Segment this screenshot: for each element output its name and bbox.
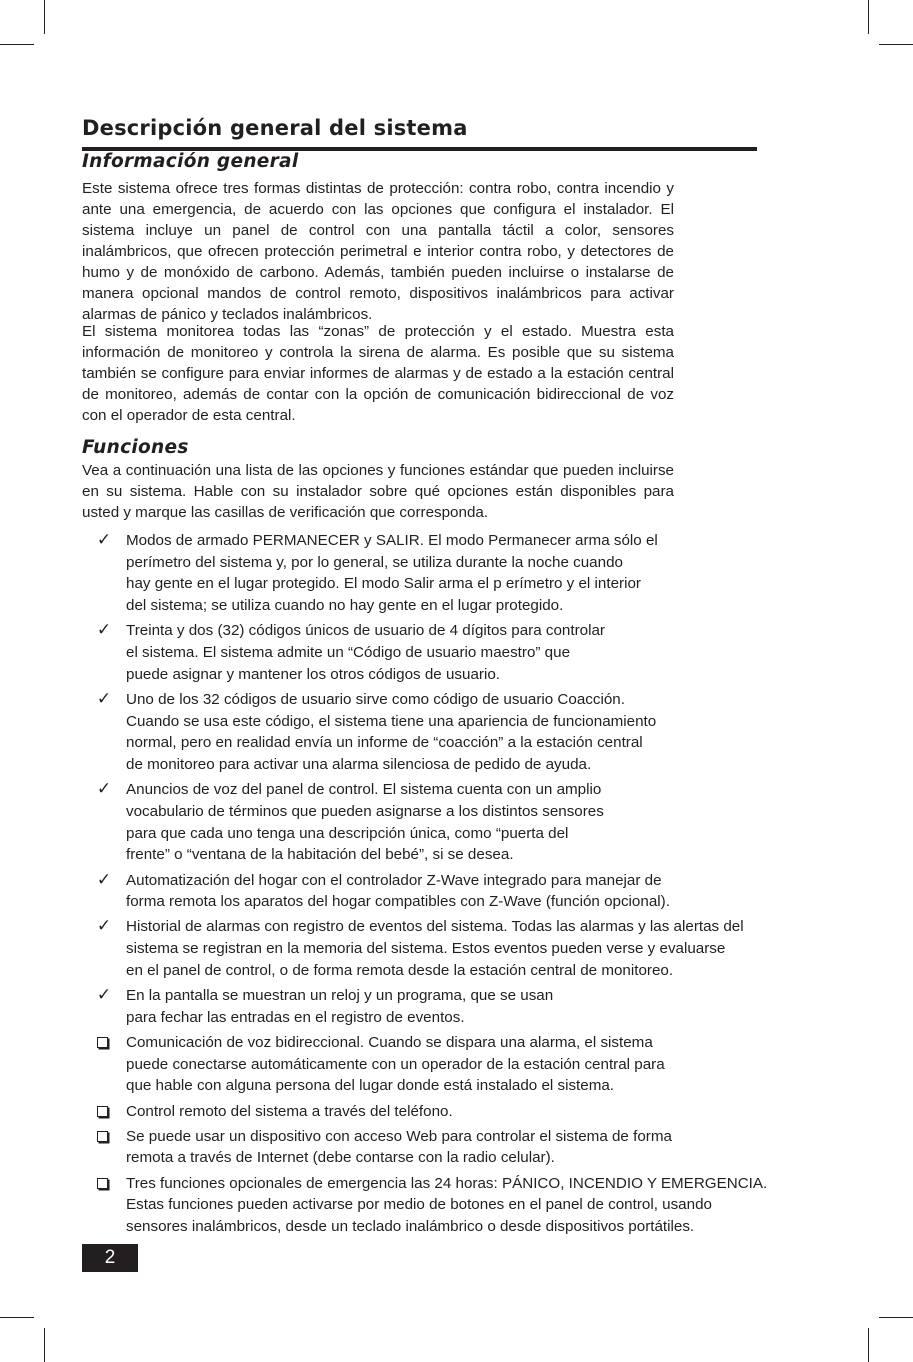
feature-line: perímetro del sistema y, por lo general, se utiliza durante la noche cuando bbox=[126, 553, 623, 571]
feature-line: Cuando se usa este código, el sistema tiene una apariencia de funcionamiento bbox=[126, 712, 657, 730]
feature-item bbox=[82, 530, 832, 617]
checkmark-icon: ✓ bbox=[96, 985, 112, 1006]
feature-item bbox=[82, 1173, 832, 1238]
feature-line: Control remoto del sistema a través del teléfono. bbox=[126, 1102, 453, 1120]
feature-line: Modos de armado PERMANECER y SALIR. El modo Permanecer arma sólo el bbox=[126, 532, 658, 549]
feature-item bbox=[82, 916, 832, 981]
crop-mark bbox=[879, 44, 913, 45]
feature-line: En la pantalla se muestran un reloj y un programa, que se usan bbox=[126, 987, 554, 1005]
checkmark-icon: ✓ bbox=[96, 779, 112, 800]
section-heading-info: Información general bbox=[82, 151, 299, 172]
checkbox-icon bbox=[97, 1037, 108, 1048]
feature-line: Uno de los 32 códigos de usuario sirve como código de usuario Coacción. bbox=[126, 690, 625, 708]
crop-mark bbox=[0, 1317, 34, 1318]
feature-line: frente” o “ventana de la habitación del bebé”, si se desea. bbox=[126, 846, 514, 864]
feature-item bbox=[82, 620, 832, 685]
feature-line: Se puede usar un dispositivo con acceso Web para controlar el sistema de forma bbox=[126, 1127, 672, 1145]
feature-line: Comunicación de voz bidireccional. Cuando se dispara una alarma, el sistema bbox=[126, 1033, 653, 1051]
checkbox-icon bbox=[97, 1131, 108, 1142]
crop-mark bbox=[868, 0, 869, 34]
page-title: Descripción general del sistema bbox=[82, 116, 468, 140]
feature-item bbox=[82, 870, 832, 913]
feature-line: el sistema. El sistema admite un “Código de usuario maestro” que bbox=[126, 644, 571, 662]
feature-line: para fechar las entradas en el registro de eventos. bbox=[126, 1008, 465, 1026]
feature-line: para que cada uno tenga una descripción única, como “puerta del bbox=[126, 824, 569, 842]
feature-line: hay gente en el lugar protegido. El modo Salir arma el p erímetro y el interior bbox=[126, 575, 641, 593]
feature-line: forma remota los aparatos del hogar compatibles con Z-Wave (función opcional). bbox=[126, 893, 670, 911]
checkmark-icon: ✓ bbox=[96, 688, 112, 709]
feature-line: Anuncios de voz del panel de control. El sistema cuenta con un amplio bbox=[126, 781, 602, 799]
checkmark-icon: ✓ bbox=[96, 530, 112, 550]
feature-line: en el panel de control, o de forma remota desde la estación central de monitoreo. bbox=[126, 961, 674, 979]
feature-line: vocabulario de términos que pueden asignarse a los distintos sensores bbox=[126, 802, 604, 820]
crop-mark bbox=[879, 1317, 913, 1318]
checkbox-icon bbox=[97, 1178, 108, 1189]
feature-item bbox=[82, 985, 832, 1028]
feature-item bbox=[82, 1126, 832, 1169]
feature-line: Tres funciones opcionales de emergencia las 24 horas: PÁNICO, INCENDIO Y EMERGENCIA. bbox=[126, 1174, 768, 1192]
functions-intro: Vea a continuación una lista de las opciones y funciones estándar que pueden incluirse en su sistema. Hable con su instalador sobre qué opciones están disponibles para usted y marque las casillas de verificación que corresponda. bbox=[82, 462, 674, 521]
info-paragraph-2: El sistema monitorea todas las “zonas” de protección y el estado. Muestra esta información de monitoreo y controla la sirena de alarma. Es posible que su sistema también se configure para enviar informes de alarmas y de estado a la estación central de monitoreo, además de contar con la opción de comunicación bidireccional de voz con el operador de esta central. bbox=[82, 323, 674, 424]
crop-mark bbox=[44, 1328, 45, 1362]
feature-item bbox=[82, 689, 832, 776]
section-heading-functions: Funciones bbox=[82, 437, 189, 458]
feature-item bbox=[82, 779, 832, 866]
checkmark-icon: ✓ bbox=[96, 916, 112, 937]
feature-line: remota a través de Internet (debe contarse con la radio celular). bbox=[126, 1149, 555, 1167]
checkmark-icon: ✓ bbox=[96, 620, 112, 641]
feature-line: de monitoreo para activar una alarma silenciosa de pedido de ayuda. bbox=[126, 756, 592, 774]
feature-line: Historial de alarmas con registro de eventos del sistema. Todas las alarmas y las alertas del bbox=[126, 918, 744, 936]
crop-mark bbox=[868, 1328, 869, 1362]
feature-line: que hable con alguna persona del lugar donde está instalado el sistema. bbox=[126, 1077, 615, 1095]
feature-line: sensores inalámbricos, desde un teclado inalámbrico o desde dispositivos portátiles. bbox=[126, 1218, 695, 1236]
feature-list bbox=[82, 530, 832, 1241]
checkbox-icon bbox=[97, 1106, 108, 1117]
crop-mark bbox=[0, 44, 34, 45]
feature-line: del sistema; se utiliza cuando no hay gente en el lugar protegido. bbox=[126, 597, 564, 615]
feature-line: puede conectarse automáticamente con un operador de la estación central para bbox=[126, 1055, 665, 1073]
feature-line: normal, pero en realidad envía un informe de “coacción” a la estación central bbox=[126, 734, 643, 752]
feature-item bbox=[82, 1101, 832, 1123]
checkmark-icon: ✓ bbox=[96, 869, 112, 890]
crop-mark bbox=[44, 0, 45, 34]
feature-line: sistema se registran en la memoria del sistema. Estos eventos pueden verse y evaluarse bbox=[126, 940, 726, 958]
page-number: 2 bbox=[82, 1244, 138, 1272]
feature-line: Automatización del hogar con el controlador Z-Wave integrado para manejar de bbox=[126, 871, 662, 889]
feature-item bbox=[82, 1032, 832, 1097]
feature-line: Estas funciones pueden activarse por medio de botones en el panel de control, usando bbox=[126, 1196, 712, 1214]
info-paragraph-1: Este sistema ofrece tres formas distintas de protección: contra robo, contra incendio y ante una emergencia, de acuerdo con las opciones que configura el instalador. El sistema incluye un panel de control con una pantalla táctil a color, sensores inalámbricos, que ofrecen protección perimetral e interior contra robo, y detectores de humo y de monóxido de carbono. Además, también pueden incluirse o instalarse de manera opcional mandos de control remoto, dispositivos inalámbricos para activar alarmas de pánico y teclados inalámbricos. bbox=[82, 180, 674, 323]
feature-line: Treinta y dos (32) códigos únicos de usuario de 4 dígitos para controlar bbox=[126, 622, 605, 640]
feature-line: puede asignar y mantener los otros códigos de usuario. bbox=[126, 665, 501, 683]
